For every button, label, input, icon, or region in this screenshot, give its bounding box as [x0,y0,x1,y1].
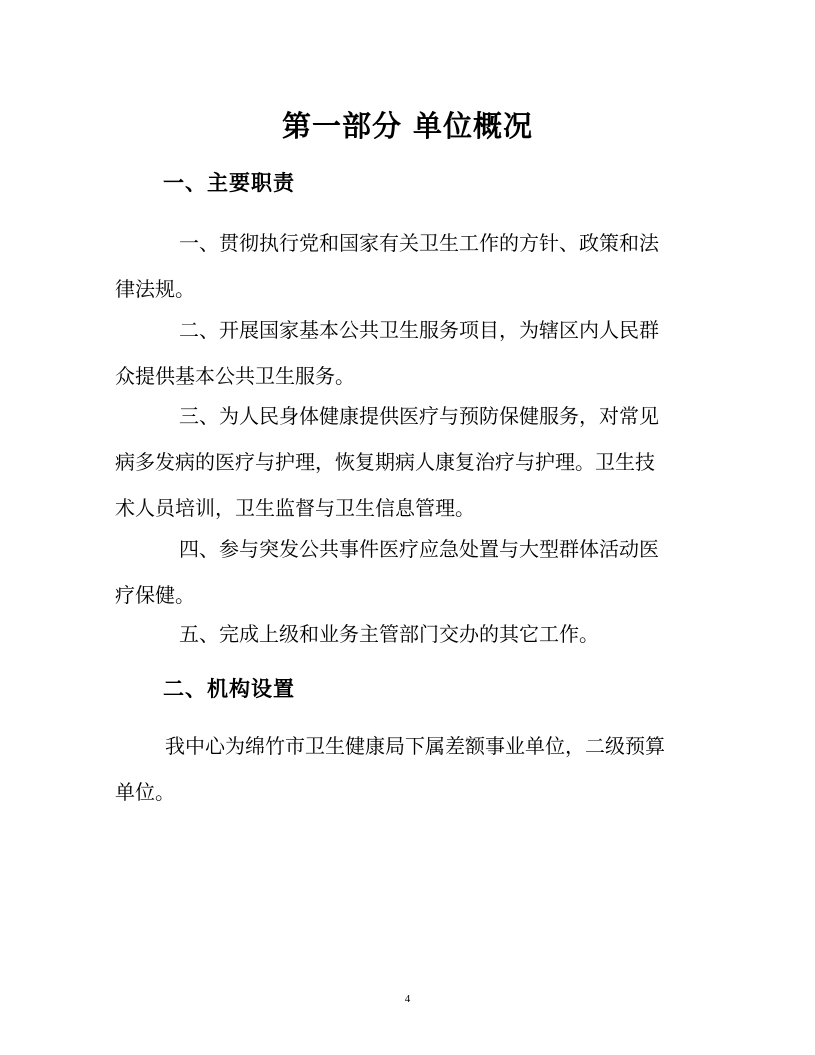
paragraph-line: 众提供基本公共卫生服务。 [115,364,355,388]
page-number: 4 [404,993,411,1005]
duty-paragraph-1 [115,220,659,312]
paragraph-line: 单位。 [115,780,175,804]
duty-paragraph-3 [115,393,659,531]
section-heading-main-duties: 一、主要职责 [163,171,295,195]
section-heading-organization: 二、机构设置 [163,677,295,701]
paragraph-line: 二、开展国家基本公共卫生服务项目，为辖区内人民群 [179,318,659,342]
organization-paragraph [115,723,665,815]
paragraph-line: 三、为人民身体健康提供医疗与预防保健服务，对常见 [179,404,659,428]
paragraph-line: 四、参与突发公共事件医疗应急处置与大型群体活动医 [179,537,659,561]
paragraph-line: 一、贯彻执行党和国家有关卫生工作的方针、政策和法 [179,231,659,255]
paragraph-line: 疗保健。 [115,583,195,607]
duty-paragraph-5 [115,611,599,657]
paragraph-line: 五、完成上级和业务主管部门交办的其它工作。 [179,622,599,646]
page-title: 第一部分 单位概况 [281,109,534,143]
paragraph-line: 术人员培训，卫生监督与卫生信息管理。 [115,496,475,520]
paragraph-line: 律法规。 [115,277,195,301]
duty-paragraph-4 [115,526,659,618]
paragraph-line: 病多发病的医疗与护理，恢复期病人康复治疗与护理。卫生技 [115,450,655,474]
duty-paragraph-2 [115,307,659,399]
paragraph-line: 我中心为绵竹市卫生健康局下属差额事业单位，二级预算 [165,734,665,758]
